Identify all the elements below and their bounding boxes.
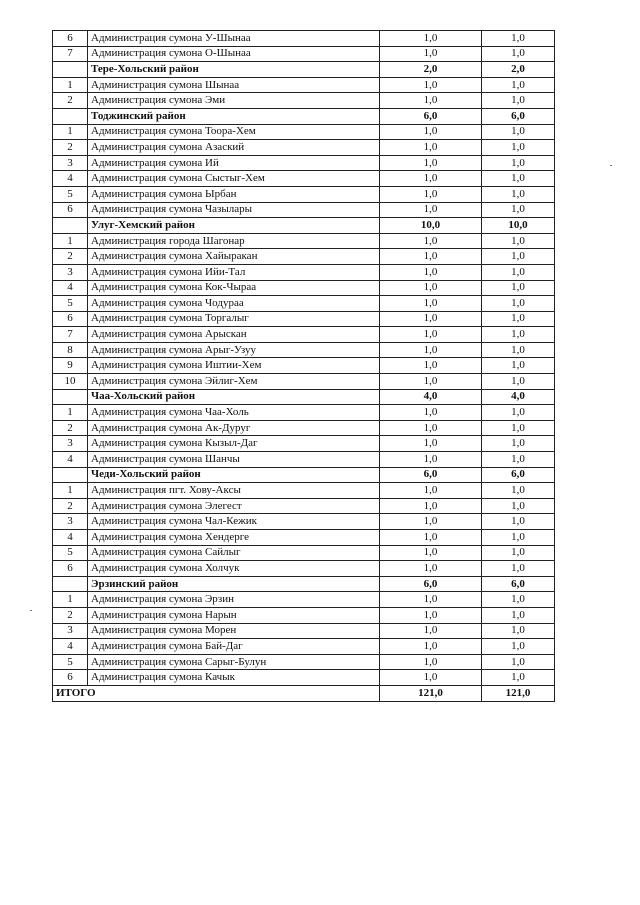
- value-col-2: 1,0: [482, 405, 555, 421]
- district-name: Чеди-Хольский район: [88, 467, 380, 483]
- table-row: [53, 46, 555, 62]
- administration-name: Администрация города Шагонар: [88, 233, 380, 249]
- row-number: 7: [53, 46, 88, 62]
- value-col-1: 2,0: [380, 62, 482, 78]
- value-col-1: 1,0: [380, 342, 482, 358]
- table-row: [53, 186, 555, 202]
- row-number: 4: [53, 530, 88, 546]
- value-col-1: 1,0: [380, 498, 482, 514]
- value-col-1: 1,0: [380, 514, 482, 530]
- value-col-2: 1,0: [482, 607, 555, 623]
- administration-name: Администрация сумона О-Шынаа: [88, 46, 380, 62]
- value-col-2: 1,0: [482, 654, 555, 670]
- total-value-2: 121,0: [482, 685, 555, 701]
- row-number: [53, 218, 88, 234]
- administration-name: Администрация сумона Качык: [88, 670, 380, 686]
- value-col-1: 1,0: [380, 171, 482, 187]
- value-col-1: 1,0: [380, 124, 482, 140]
- row-number: 4: [53, 452, 88, 468]
- administration-name: Администрация сумона Ырбан: [88, 186, 380, 202]
- administration-name: Администрация сумона Арыскан: [88, 327, 380, 343]
- value-col-1: 1,0: [380, 452, 482, 468]
- table-row: [53, 592, 555, 608]
- value-col-2: 1,0: [482, 202, 555, 218]
- row-number: 2: [53, 249, 88, 265]
- table-row: [53, 436, 555, 452]
- administration-name: Администрация сумона Элегест: [88, 498, 380, 514]
- table-row: [53, 654, 555, 670]
- value-col-2: 1,0: [482, 155, 555, 171]
- table-row: [53, 452, 555, 468]
- table-row: [53, 514, 555, 530]
- row-number: 3: [53, 436, 88, 452]
- administration-name: Администрация сумона У-Шынаа: [88, 31, 380, 47]
- row-number: 5: [53, 186, 88, 202]
- table-row: [53, 530, 555, 546]
- row-number: 6: [53, 31, 88, 47]
- district-row: [53, 389, 555, 405]
- row-number: 2: [53, 607, 88, 623]
- row-number: 5: [53, 654, 88, 670]
- row-number: 6: [53, 670, 88, 686]
- row-number: 2: [53, 93, 88, 109]
- table-row: [53, 545, 555, 561]
- table-row: [53, 405, 555, 421]
- value-col-2: 1,0: [482, 374, 555, 390]
- row-number: [53, 389, 88, 405]
- administration-name: Администрация сумона Тоора-Хем: [88, 124, 380, 140]
- value-col-1: 6,0: [380, 576, 482, 592]
- table-row: [53, 374, 555, 390]
- table-row: [53, 670, 555, 686]
- district-name: Улуг-Хемский район: [88, 218, 380, 234]
- administration-name: Администрация сумона Эми: [88, 93, 380, 109]
- row-number: 3: [53, 155, 88, 171]
- value-col-1: 1,0: [380, 264, 482, 280]
- value-col-1: 1,0: [380, 155, 482, 171]
- row-number: 6: [53, 202, 88, 218]
- table-row: [53, 77, 555, 93]
- row-number: 1: [53, 483, 88, 499]
- value-col-1: 4,0: [380, 389, 482, 405]
- value-col-2: 1,0: [482, 342, 555, 358]
- row-number: 8: [53, 342, 88, 358]
- administration-name: Администрация сумона Чал-Кежик: [88, 514, 380, 530]
- value-col-1: 1,0: [380, 670, 482, 686]
- value-col-2: 2,0: [482, 62, 555, 78]
- district-row: [53, 576, 555, 592]
- value-col-2: 1,0: [482, 420, 555, 436]
- table-row: [53, 264, 555, 280]
- value-col-2: 1,0: [482, 296, 555, 312]
- table-row: [53, 296, 555, 312]
- table-row: [53, 623, 555, 639]
- value-col-1: 1,0: [380, 530, 482, 546]
- value-col-2: 1,0: [482, 249, 555, 265]
- row-number: 3: [53, 514, 88, 530]
- value-col-1: 1,0: [380, 561, 482, 577]
- value-col-2: 1,0: [482, 311, 555, 327]
- administration-name: Администрация сумона Иштии-Хем: [88, 358, 380, 374]
- row-number: 5: [53, 545, 88, 561]
- administration-name: Администрация сумона Ак-Дуруг: [88, 420, 380, 436]
- administration-name: Администрация сумона Сайлыг: [88, 545, 380, 561]
- administration-name: Администрация сумона Шынаа: [88, 77, 380, 93]
- scan-speck: [610, 165, 612, 166]
- value-col-1: 1,0: [380, 358, 482, 374]
- row-number: [53, 467, 88, 483]
- value-col-1: 1,0: [380, 249, 482, 265]
- value-col-2: 1,0: [482, 93, 555, 109]
- table-row: [53, 358, 555, 374]
- administration-name: Администрация сумона Бай-Даг: [88, 639, 380, 655]
- table-row: [53, 171, 555, 187]
- row-number: 2: [53, 498, 88, 514]
- district-name: Тоджинский район: [88, 108, 380, 124]
- row-number: 10: [53, 374, 88, 390]
- row-number: 3: [53, 623, 88, 639]
- value-col-1: 1,0: [380, 436, 482, 452]
- table-row: [53, 607, 555, 623]
- value-col-2: 1,0: [482, 358, 555, 374]
- value-col-2: 1,0: [482, 186, 555, 202]
- table-row: [53, 342, 555, 358]
- administration-name: Администрация пгт. Хову-Аксы: [88, 483, 380, 499]
- table-body: [53, 31, 555, 702]
- administration-name: Администрация сумона Ий: [88, 155, 380, 171]
- district-row: [53, 467, 555, 483]
- value-col-1: 6,0: [380, 467, 482, 483]
- value-col-2: 1,0: [482, 140, 555, 156]
- row-number: 2: [53, 140, 88, 156]
- administration-name: Администрация сумона Арыг-Узуу: [88, 342, 380, 358]
- value-col-1: 1,0: [380, 639, 482, 655]
- value-col-2: 1,0: [482, 233, 555, 249]
- value-col-1: 1,0: [380, 296, 482, 312]
- value-col-2: 1,0: [482, 498, 555, 514]
- value-col-2: 1,0: [482, 280, 555, 296]
- table-row: [53, 639, 555, 655]
- district-name: Эрзинский район: [88, 576, 380, 592]
- value-col-2: 4,0: [482, 389, 555, 405]
- table-row: [53, 124, 555, 140]
- value-col-1: 1,0: [380, 140, 482, 156]
- row-number: 4: [53, 639, 88, 655]
- value-col-1: 1,0: [380, 374, 482, 390]
- administration-name: Администрация сумона Хайыракан: [88, 249, 380, 265]
- administration-name: Администрация сумона Хендерге: [88, 530, 380, 546]
- value-col-2: 1,0: [482, 623, 555, 639]
- value-col-2: 1,0: [482, 436, 555, 452]
- value-col-1: 10,0: [380, 218, 482, 234]
- table-row: [53, 155, 555, 171]
- value-col-2: 1,0: [482, 483, 555, 499]
- table-row: [53, 31, 555, 47]
- administration-name: Администрация сумона Чазылары: [88, 202, 380, 218]
- administration-name: Администрация сумона Эрзин: [88, 592, 380, 608]
- value-col-2: 6,0: [482, 108, 555, 124]
- table-row: [53, 561, 555, 577]
- administration-name: Администрация сумона Морен: [88, 623, 380, 639]
- row-number: 6: [53, 561, 88, 577]
- value-col-1: 1,0: [380, 93, 482, 109]
- administration-name: Администрация сумона Шанчы: [88, 452, 380, 468]
- row-number: 7: [53, 327, 88, 343]
- row-number: 1: [53, 124, 88, 140]
- value-col-2: 6,0: [482, 576, 555, 592]
- value-col-2: 1,0: [482, 264, 555, 280]
- value-col-2: 1,0: [482, 452, 555, 468]
- administration-name: Администрация сумона Эйлиг-Хем: [88, 374, 380, 390]
- table-row: [53, 249, 555, 265]
- row-number: 1: [53, 405, 88, 421]
- value-col-2: 1,0: [482, 124, 555, 140]
- value-col-1: 1,0: [380, 327, 482, 343]
- row-number: 1: [53, 233, 88, 249]
- row-number: 2: [53, 420, 88, 436]
- value-col-2: 1,0: [482, 530, 555, 546]
- row-number: [53, 576, 88, 592]
- row-number: 1: [53, 77, 88, 93]
- value-col-2: 6,0: [482, 467, 555, 483]
- value-col-1: 1,0: [380, 186, 482, 202]
- table-row: [53, 140, 555, 156]
- value-col-2: 10,0: [482, 218, 555, 234]
- administration-name: Администрация сумона Ийи-Тал: [88, 264, 380, 280]
- row-number: 1: [53, 592, 88, 608]
- table-row: [53, 483, 555, 499]
- table-row: [53, 311, 555, 327]
- value-col-2: 1,0: [482, 77, 555, 93]
- value-col-1: 1,0: [380, 592, 482, 608]
- administration-name: Администрация сумона Торгалыг: [88, 311, 380, 327]
- administration-name: Администрация сумона Кок-Чыраа: [88, 280, 380, 296]
- row-number: 4: [53, 280, 88, 296]
- district-name: Чаа-Хольский район: [88, 389, 380, 405]
- value-col-1: 1,0: [380, 623, 482, 639]
- value-col-1: 1,0: [380, 233, 482, 249]
- district-row: [53, 62, 555, 78]
- row-number: [53, 62, 88, 78]
- value-col-2: 1,0: [482, 46, 555, 62]
- value-col-1: 6,0: [380, 108, 482, 124]
- value-col-1: 1,0: [380, 202, 482, 218]
- administration-name: Администрация сумона Чаа-Холь: [88, 405, 380, 421]
- row-number: 6: [53, 311, 88, 327]
- value-col-1: 1,0: [380, 77, 482, 93]
- value-col-1: 1,0: [380, 280, 482, 296]
- value-col-1: 1,0: [380, 420, 482, 436]
- administration-name: Администрация сумона Азаский: [88, 140, 380, 156]
- administration-name: Администрация сумона Холчук: [88, 561, 380, 577]
- value-col-2: 1,0: [482, 592, 555, 608]
- value-col-2: 1,0: [482, 31, 555, 47]
- row-number: 3: [53, 264, 88, 280]
- value-col-2: 1,0: [482, 327, 555, 343]
- table-row: [53, 233, 555, 249]
- administration-name: Администрация сумона Нарын: [88, 607, 380, 623]
- value-col-2: 1,0: [482, 561, 555, 577]
- table-row: [53, 202, 555, 218]
- row-number: 5: [53, 296, 88, 312]
- row-number: 9: [53, 358, 88, 374]
- value-col-1: 1,0: [380, 46, 482, 62]
- administration-name: Администрация сумона Чодураа: [88, 296, 380, 312]
- district-row: [53, 108, 555, 124]
- administration-name: Администрация сумона Сыстыг-Хем: [88, 171, 380, 187]
- district-row: [53, 218, 555, 234]
- row-number: 4: [53, 171, 88, 187]
- allocation-table: [52, 30, 555, 702]
- value-col-1: 1,0: [380, 31, 482, 47]
- table-row: [53, 498, 555, 514]
- administration-name: Администрация сумона Сарыг-Булун: [88, 654, 380, 670]
- district-name: Тере-Хольский район: [88, 62, 380, 78]
- table-row: [53, 93, 555, 109]
- total-value-1: 121,0: [380, 685, 482, 701]
- table-row: [53, 420, 555, 436]
- value-col-2: 1,0: [482, 639, 555, 655]
- value-col-2: 1,0: [482, 545, 555, 561]
- value-col-2: 1,0: [482, 670, 555, 686]
- value-col-1: 1,0: [380, 405, 482, 421]
- table-row: [53, 327, 555, 343]
- row-number: [53, 108, 88, 124]
- total-row: [53, 685, 555, 701]
- value-col-1: 1,0: [380, 545, 482, 561]
- administration-name: Администрация сумона Кызыл-Даг: [88, 436, 380, 452]
- value-col-2: 1,0: [482, 514, 555, 530]
- value-col-1: 1,0: [380, 654, 482, 670]
- value-col-1: 1,0: [380, 311, 482, 327]
- scan-speck: [30, 610, 32, 611]
- value-col-1: 1,0: [380, 607, 482, 623]
- value-col-2: 1,0: [482, 171, 555, 187]
- total-label: ИТОГО: [53, 685, 380, 701]
- value-col-1: 1,0: [380, 483, 482, 499]
- table-row: [53, 280, 555, 296]
